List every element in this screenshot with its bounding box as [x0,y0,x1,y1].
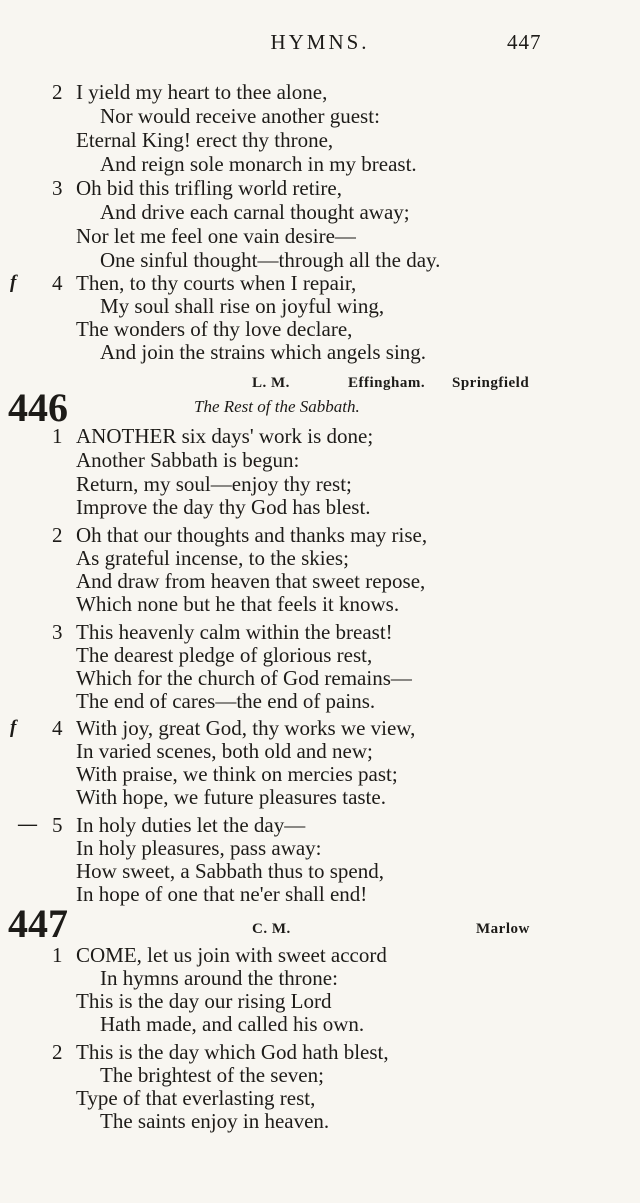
hymn-number: 446 [8,385,68,430]
dynamic-mark: f [10,272,17,293]
verse-line: In varied scenes, both old and new; [76,739,373,763]
verse-number: 5 [52,813,63,837]
page-number: 447 [507,30,542,54]
verse-number: 2 [52,1040,63,1064]
verse-line: With praise, we think on mercies past; [76,762,398,786]
meter: L. M. [252,375,290,391]
verse-line: This heavenly calm within the breast! [76,620,393,644]
verse-line: In hymns around the throne: [100,966,338,990]
verse-line: Hath made, and called his own. [100,1012,365,1036]
verse-line: Then, to thy courts when I repair, [76,271,357,295]
verse-line: The wonders of thy love declare, [76,317,353,341]
verse-line: Oh bid this trifling world retire, [76,176,342,200]
verse-line: And drive each carnal thought away; [100,200,410,224]
verse-line: COME, let us join with sweet accord [76,943,387,967]
verse-line: The dearest pledge of glorious rest, [76,643,373,667]
verse-line: And draw from heaven that sweet repose, [76,569,426,593]
verse-number: 4 [52,716,63,740]
hymn-number: 447 [8,901,68,946]
verse-line: In hope of one that ne'er shall end! [76,882,368,906]
verse-line: My soul shall rise on joyful wing, [100,294,385,318]
verse-line: The brightest of the seven; [100,1063,324,1087]
verse-line: This is the day which God hath blest, [76,1040,389,1064]
verse-number: 2 [52,80,63,104]
verse-line: Nor would receive another guest: [100,104,380,128]
hymn-title: The Rest of the Sabbath. [194,397,360,416]
tune-name: Springfield [452,375,530,391]
verse-line: Nor let me feel one vain desire— [76,224,356,248]
verse-line: This is the day our rising Lord [76,989,332,1013]
verse-line: The saints enjoy in heaven. [100,1109,330,1133]
verse-line: Which for the church of God remains— [76,666,412,690]
verse-line: With hope, we future pleasures taste. [76,785,386,809]
verse-number: 2 [52,523,63,547]
verse-number: 3 [52,620,63,644]
verse-number: 3 [52,176,63,200]
verse-line: ANOTHER six days' work is done; [76,424,374,448]
verse-line: Improve the day thy God has blest. [76,495,371,519]
verse-line: I yield my heart to thee alone, [76,80,328,104]
verse-line: The end of cares—the end of pains. [76,689,376,713]
verse-line: Type of that everlasting rest, [76,1086,316,1110]
verse-line: Which none but he that feels it knows. [76,592,400,616]
verse-line: Oh that our thoughts and thanks may rise, [76,523,428,547]
dynamic-mark: f [10,717,17,738]
verse-line: And reign sole monarch in my breast. [100,152,417,176]
verse-line: In holy duties let the day— [76,813,306,837]
verse-number: 1 [52,424,63,448]
verse-line: With joy, great God, thy works we view, [76,716,416,740]
verse-line: Eternal King! erect thy throne, [76,128,334,152]
verse-line: In holy pleasures, pass away: [76,836,322,860]
tune-name: Effingham. [348,375,426,391]
verse-line: And join the strains which angels sing. [100,340,427,364]
verse-number: 1 [52,943,63,967]
tune-name: Marlow [476,921,530,937]
dynamic-mark: — [18,814,37,835]
verse-line: Return, my soul—enjoy thy rest; [76,472,352,496]
running-title: HYMNS. [270,30,370,54]
verse-line: As grateful incense, to the skies; [76,546,349,570]
meter: C. M. [252,921,291,937]
verse-number: 4 [52,271,63,295]
verse-line: How sweet, a Sabbath thus to spend, [76,859,384,883]
verse-line: One sinful thought—through all the day. [100,248,441,272]
verse-line: Another Sabbath is begun: [76,448,300,472]
